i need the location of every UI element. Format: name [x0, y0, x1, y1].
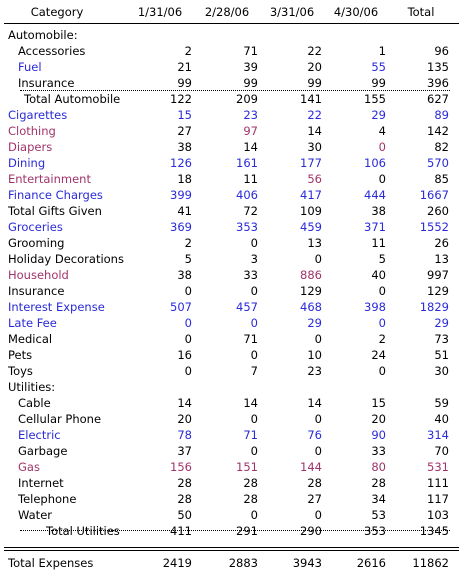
header-month-2: 2/28/06 — [204, 5, 250, 19]
row-value-month-1: 15 — [177, 108, 192, 122]
row-label: Telephone — [18, 492, 77, 506]
row-value-total: 51 — [434, 348, 449, 362]
row-value-month-1: 18 — [177, 172, 192, 186]
row-value-month-3: 14 — [307, 124, 322, 138]
row-value-month-1: 0 — [184, 316, 192, 330]
row-value-month-4: 106 — [364, 156, 386, 170]
row-value-month-3: 0 — [314, 444, 322, 458]
row-label: Fuel — [18, 60, 42, 74]
table-row — [0, 427, 459, 443]
row-label: Finance Charges — [8, 188, 103, 202]
table-row — [0, 411, 459, 427]
row-label: Water — [18, 508, 52, 522]
row-value-month-4: 155 — [364, 92, 386, 106]
grand-total-month-1: 2419 — [162, 556, 192, 570]
row-value-month-3: 56 — [307, 172, 322, 186]
row-value-total: 1345 — [419, 524, 449, 538]
row-value-month-2: 0 — [250, 236, 258, 250]
row-value-month-1: 399 — [170, 188, 192, 202]
row-value-month-3: 129 — [300, 284, 322, 298]
row-value-month-3: 22 — [307, 44, 322, 58]
row-value-month-2: 71 — [243, 44, 258, 58]
row-value-month-2: 72 — [243, 204, 258, 218]
row-value-month-4: 90 — [371, 428, 386, 442]
row-value-month-2: 7 — [250, 364, 258, 378]
row-value-total: 82 — [434, 140, 449, 154]
header-divider — [4, 23, 459, 24]
row-value-month-3: 0 — [314, 412, 322, 426]
row-label: Utilities: — [8, 380, 56, 394]
header-month-1: 1/31/06 — [137, 5, 183, 19]
row-value-month-1: 99 — [177, 76, 192, 90]
row-value-month-3: 76 — [307, 428, 322, 442]
row-value-total: 627 — [427, 92, 449, 106]
table-row — [0, 187, 459, 203]
row-value-month-2: 11 — [243, 172, 258, 186]
row-value-month-4: 15 — [371, 396, 386, 410]
row-value-month-2: 39 — [243, 60, 258, 74]
utilities-subtotal-divider — [20, 530, 450, 531]
row-value-month-3: 0 — [314, 508, 322, 522]
header-month-4: 4/30/06 — [333, 5, 379, 19]
table-row — [0, 139, 459, 155]
row-value-month-4: 371 — [364, 220, 386, 234]
row-value-month-3: 13 — [307, 236, 322, 250]
row-value-month-3: 10 — [307, 348, 322, 362]
row-value-month-4: 38 — [371, 204, 386, 218]
row-label: Insurance — [8, 284, 65, 298]
row-value-month-1: 37 — [177, 444, 192, 458]
row-value-month-1: 21 — [177, 60, 192, 74]
table-row — [0, 75, 459, 91]
row-label: Automobile: — [8, 28, 78, 42]
row-value-month-4: 20 — [371, 412, 386, 426]
row-label: Household — [8, 268, 69, 282]
row-value-month-4: 24 — [371, 348, 386, 362]
row-value-month-2: 28 — [243, 492, 258, 506]
grand-total-month-4: 2616 — [356, 556, 386, 570]
row-label: Gas — [18, 460, 40, 474]
row-value-month-4: 0 — [378, 284, 386, 298]
row-value-month-1: 411 — [170, 524, 192, 538]
row-label: Late Fee — [8, 316, 57, 330]
row-value-total: 30 — [434, 364, 449, 378]
row-value-month-1: 2 — [184, 44, 192, 58]
table-row — [0, 59, 459, 75]
grand-total-divider-top — [4, 547, 459, 548]
table-row — [0, 475, 459, 491]
row-value-month-3: 141 — [300, 92, 322, 106]
row-value-month-3: 468 — [300, 300, 322, 314]
row-value-month-3: 22 — [307, 108, 322, 122]
row-value-month-1: 156 — [170, 460, 192, 474]
row-value-month-1: 20 — [177, 412, 192, 426]
grand-total-month-3: 3943 — [292, 556, 322, 570]
table-row — [0, 459, 459, 475]
row-value-total: 117 — [427, 492, 449, 506]
row-label: Accessories — [18, 44, 86, 58]
row-label: Garbage — [18, 444, 68, 458]
row-value-month-4: 5 — [378, 252, 386, 266]
row-value-month-4: 29 — [371, 108, 386, 122]
row-value-month-2: 14 — [243, 396, 258, 410]
row-value-month-1: 28 — [177, 492, 192, 506]
row-value-month-1: 0 — [184, 364, 192, 378]
table-row — [0, 123, 459, 139]
table-row — [0, 283, 459, 299]
row-label: Interest Expense — [8, 300, 105, 314]
row-value-month-2: 151 — [236, 460, 258, 474]
table-row — [0, 395, 459, 411]
header-total: Total — [407, 5, 435, 19]
table-row — [0, 267, 459, 283]
table-row — [0, 251, 459, 267]
row-value-month-3: 290 — [300, 524, 322, 538]
row-value-total: 997 — [427, 268, 449, 282]
row-value-total: 89 — [434, 108, 449, 122]
row-value-month-4: 4 — [378, 124, 386, 138]
row-value-month-1: 38 — [177, 140, 192, 154]
row-label: Total Utilities — [46, 524, 120, 538]
row-value-month-3: 177 — [300, 156, 322, 170]
grand-total-month-2: 2883 — [228, 556, 258, 570]
row-value-month-1: 369 — [170, 220, 192, 234]
row-value-month-4: 11 — [371, 236, 386, 250]
row-value-month-3: 29 — [307, 316, 322, 330]
table-row — [0, 43, 459, 59]
row-value-total: 103 — [427, 508, 449, 522]
row-value-month-2: 353 — [236, 220, 258, 234]
table-row — [0, 315, 459, 331]
table-row — [0, 331, 459, 347]
row-value-month-2: 209 — [236, 92, 258, 106]
header-month-3: 3/31/06 — [269, 5, 315, 19]
row-value-month-1: 78 — [177, 428, 192, 442]
row-value-month-3: 14 — [307, 396, 322, 410]
row-value-total: 96 — [434, 44, 449, 58]
table-row — [0, 27, 459, 43]
row-value-month-4: 28 — [371, 476, 386, 490]
row-value-month-1: 16 — [177, 348, 192, 362]
row-value-month-2: 33 — [243, 268, 258, 282]
row-value-month-1: 28 — [177, 476, 192, 490]
table-row — [0, 443, 459, 459]
row-value-month-4: 0 — [378, 172, 386, 186]
row-value-total: 26 — [434, 236, 449, 250]
row-value-month-4: 398 — [364, 300, 386, 314]
grand-total-label: Total Expenses — [8, 556, 94, 570]
row-label: Total Gifts Given — [8, 204, 102, 218]
row-value-total: 59 — [434, 396, 449, 410]
row-value-month-2: 406 — [236, 188, 258, 202]
row-label: Entertainment — [8, 172, 91, 186]
row-value-total: 1552 — [419, 220, 449, 234]
row-value-month-3: 27 — [307, 492, 322, 506]
row-value-month-1: 38 — [177, 268, 192, 282]
row-label: Medical — [8, 332, 53, 346]
row-label: Cigarettes — [8, 108, 68, 122]
row-value-month-4: 444 — [364, 188, 386, 202]
table-row — [0, 507, 459, 523]
row-value-month-1: 0 — [184, 284, 192, 298]
row-value-total: 1829 — [419, 300, 449, 314]
row-value-month-4: 0 — [378, 140, 386, 154]
row-value-total: 29 — [434, 316, 449, 330]
row-label: Dining — [8, 156, 46, 170]
row-label: Holiday Decorations — [8, 252, 124, 266]
row-value-total: 260 — [427, 204, 449, 218]
row-value-total: 135 — [427, 60, 449, 74]
grand-total-divider-bottom — [4, 550, 459, 551]
row-value-total: 396 — [427, 76, 449, 90]
row-value-month-2: 71 — [243, 332, 258, 346]
row-value-month-4: 99 — [371, 76, 386, 90]
row-value-month-4: 40 — [371, 268, 386, 282]
row-value-month-3: 886 — [300, 268, 322, 282]
row-value-total: 85 — [434, 172, 449, 186]
row-value-month-2: 0 — [250, 444, 258, 458]
row-value-month-4: 55 — [371, 60, 386, 74]
row-value-total: 570 — [427, 156, 449, 170]
table-row — [0, 91, 459, 107]
row-value-month-4: 1 — [378, 44, 386, 58]
table-row — [0, 363, 459, 379]
row-value-month-2: 0 — [250, 348, 258, 362]
row-label: Internet — [18, 476, 64, 490]
row-value-month-4: 80 — [371, 460, 386, 474]
table-row — [0, 107, 459, 123]
row-value-total: 73 — [434, 332, 449, 346]
row-value-month-2: 3 — [250, 252, 258, 266]
row-value-month-4: 53 — [371, 508, 386, 522]
row-value-month-1: 126 — [170, 156, 192, 170]
table-row — [0, 171, 459, 187]
grand-total-row — [0, 555, 459, 571]
table-row — [0, 523, 459, 539]
row-value-month-1: 5 — [184, 252, 192, 266]
row-value-month-3: 28 — [307, 476, 322, 490]
table-row — [0, 299, 459, 315]
row-value-total: 531 — [427, 460, 449, 474]
table-row — [0, 347, 459, 363]
header-category: Category — [30, 5, 84, 19]
row-value-total: 13 — [434, 252, 449, 266]
table-row — [0, 379, 459, 395]
table-row — [0, 219, 459, 235]
row-value-total: 70 — [434, 444, 449, 458]
row-value-month-2: 97 — [243, 124, 258, 138]
row-label: Clothing — [8, 124, 56, 138]
automobile-subtotal-divider — [20, 90, 450, 91]
row-value-month-3: 144 — [300, 460, 322, 474]
row-value-month-3: 20 — [307, 60, 322, 74]
row-value-total: 111 — [427, 476, 449, 490]
row-value-month-2: 28 — [243, 476, 258, 490]
row-value-month-4: 2 — [378, 332, 386, 346]
table-row — [0, 235, 459, 251]
row-label: Groceries — [8, 220, 63, 234]
row-value-month-2: 291 — [236, 524, 258, 538]
row-value-month-2: 161 — [236, 156, 258, 170]
row-value-month-1: 27 — [177, 124, 192, 138]
row-value-month-3: 459 — [300, 220, 322, 234]
row-value-month-2: 0 — [250, 412, 258, 426]
row-value-month-2: 23 — [243, 108, 258, 122]
row-value-month-2: 0 — [250, 316, 258, 330]
row-label: Grooming — [8, 236, 65, 250]
row-value-month-1: 122 — [170, 92, 192, 106]
row-label: Total Automobile — [24, 92, 121, 106]
table-row — [0, 203, 459, 219]
row-value-month-3: 99 — [307, 76, 322, 90]
row-value-month-4: 34 — [371, 492, 386, 506]
row-label: Insurance — [18, 76, 75, 90]
row-label: Diapers — [8, 140, 53, 154]
row-value-month-3: 30 — [307, 140, 322, 154]
row-label: Electric — [18, 428, 61, 442]
row-value-month-3: 417 — [300, 188, 322, 202]
row-value-month-4: 0 — [378, 316, 386, 330]
row-label: Pets — [8, 348, 33, 362]
row-label: Toys — [8, 364, 33, 378]
row-value-total: 40 — [434, 412, 449, 426]
table-row — [0, 155, 459, 171]
row-value-total: 314 — [427, 428, 449, 442]
row-value-month-2: 71 — [243, 428, 258, 442]
row-value-month-4: 353 — [364, 524, 386, 538]
row-value-month-1: 14 — [177, 396, 192, 410]
row-value-month-2: 99 — [243, 76, 258, 90]
row-value-total: 1667 — [419, 188, 449, 202]
header-row — [0, 4, 459, 20]
row-value-month-3: 109 — [300, 204, 322, 218]
row-value-month-1: 41 — [177, 204, 192, 218]
row-value-month-2: 14 — [243, 140, 258, 154]
row-value-month-4: 33 — [371, 444, 386, 458]
row-value-month-3: 0 — [314, 252, 322, 266]
row-value-month-1: 50 — [177, 508, 192, 522]
row-value-month-1: 2 — [184, 236, 192, 250]
row-label: Cable — [18, 396, 51, 410]
row-value-month-2: 0 — [250, 508, 258, 522]
row-value-month-4: 0 — [378, 364, 386, 378]
row-value-month-2: 457 — [236, 300, 258, 314]
row-value-total: 129 — [427, 284, 449, 298]
table-row — [0, 491, 459, 507]
row-value-month-3: 23 — [307, 364, 322, 378]
grand-total-sum: 11862 — [412, 556, 449, 570]
row-value-month-1: 0 — [184, 332, 192, 346]
row-value-month-1: 507 — [170, 300, 192, 314]
row-value-month-3: 0 — [314, 332, 322, 346]
row-label: Cellular Phone — [18, 412, 102, 426]
row-value-total: 142 — [427, 124, 449, 138]
row-value-month-2: 0 — [250, 284, 258, 298]
